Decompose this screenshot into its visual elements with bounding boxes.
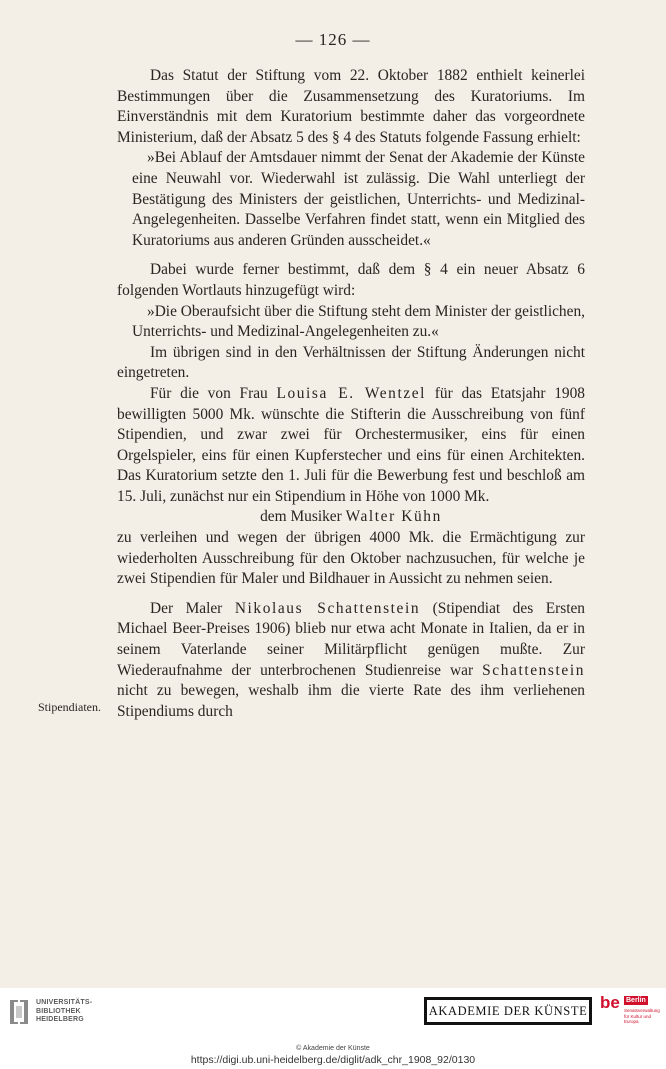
ub-logo-line: UNIVERSITÄTS- <box>36 999 93 1006</box>
person-name: Schattenstein <box>482 661 585 679</box>
be-subtitle-line: für Kultur und Europa <box>624 1013 652 1024</box>
adk-logo-frame <box>427 1000 589 1022</box>
person-name: Louisa E. Wentzel <box>276 384 427 402</box>
person-name: Nikolaus Schattenstein <box>234 599 421 617</box>
be-berlin-logo[interactable] <box>600 994 660 1030</box>
paragraph-schattenstein <box>117 599 585 723</box>
be-subtitle-line: Senatsverwaltung <box>624 1008 660 1013</box>
ub-logo-text <box>36 999 92 1025</box>
paragraph-statut: Das Statut der Stiftung vom 22. Oktober 1882 enthielt keinerlei Bestimmungen über die Zusammensetzung des Kuratoriums. Im Einverständnis mit dem Kuratorium bestimmte daher das vorgeordnete Ministerium, daß der Absatz 5 des § 4 des Statuts folgende Fassung erhielt: <box>117 67 585 146</box>
text-run: für das Etatsjahr 1908 bewilligten 5000 Mk. wünschte die Stifterin die Ausschreibung von fünf Stipendien, und zwar zwei für Orchestermusiker, eins für einen Orgelspieler, eins für einen Kupferstecher und eins für einen Architekten. Das Kuratorium setzte den 1. Juli für die Bewerbung fest und beschloß am 15. Juli, zunächst nur ein Stipendium in Höhe von 1000 Mk. <box>117 384 585 505</box>
page-number: — 126 — <box>295 30 371 49</box>
person-name: Walter Kühn <box>345 508 442 526</box>
adk-logo-text: AKADEMIE DER KÜNSTE <box>428 1003 588 1018</box>
copyright-notice: © Akademie der Künste <box>296 1045 370 1052</box>
text-run: Für die von Frau <box>150 384 277 402</box>
source-url-link[interactable]: https://digi.ub.uni-heidelberg.de/diglit/adk_chr_1908_92/0130 <box>190 1054 476 1066</box>
paragraph-ermaechtigung: zu verleihen und wegen der übrigen 4000 Mk. die Ermächtigung zur wiederholten Ausschreibung für den Oktober nachzusuchen, für welche je zwei Stipendien für Maler und Bildhauer in Aussicht zu nehmen seien. <box>117 529 585 588</box>
paragraph-verhaeltnisse: Im übrigen sind in den Verhältnissen der Stiftung Änderungen nicht eingetreten. <box>117 343 585 382</box>
ub-logo-line: BIBLIOTHEK <box>36 1007 81 1015</box>
quote-absatz-5: »Bei Ablauf der Amtsdauer nimmt der Senat der Akademie der Künste eine Neuwahl vor. Wiederwahl ist zulässig. Die Wahl unterliegt der Bestätigung des Ministers der geistlichen, Unterrichts- und Medizinal-Angelegenheiten. Dasselbe Verfahren findet statt, wenn ein Mitglied des Kuratoriums aus anderen Gründen ausscheidet.« <box>132 149 585 249</box>
be-logo-subtitle <box>624 1008 660 1025</box>
be-logo-mark: be <box>600 993 620 1012</box>
text-run: Der Maler <box>150 599 235 617</box>
text-run: (Stipendiat des Ersten Michael Beer-Preises 1906) blieb nur etwa acht Monate in Italien, da er in seinem Vaterlande seiner Militärpflicht genügen mußte. Zur Wiederaufnahme der unterbrochenen Studienreise war <box>117 599 586 679</box>
paragraph-recipient <box>117 507 585 528</box>
paragraph-wentzel <box>117 384 585 508</box>
text-run: dem Musiker <box>260 508 346 526</box>
berlin-badge: Berlin <box>626 997 646 1004</box>
margin-note: Stipendiaten. <box>38 700 101 714</box>
body-text <box>117 66 585 722</box>
akademie-der-kuenste-logo[interactable] <box>424 997 592 1025</box>
ub-heidelberg-logo[interactable] <box>8 996 118 1032</box>
ub-logo-line: HEIDELBERG <box>36 1016 84 1023</box>
paragraph-absatz-6: Dabei wurde ferner bestimmt, daß dem § 4 ein neuer Absatz 6 folgenden Wortlauts hinzugefügt wird: <box>117 261 585 299</box>
quote-oberaufsicht: »Die Oberaufsicht über die Stiftung steht dem Minister der geistlichen, Unterrichts- und Medizinal-Angelegenheiten zu.« <box>132 302 585 341</box>
ub-heidelberg-icon <box>8 998 30 1026</box>
text-run: nicht zu bewegen, weshalb ihm die vierte Rate des ihm verliehenen Stipendiums durch <box>117 682 585 720</box>
